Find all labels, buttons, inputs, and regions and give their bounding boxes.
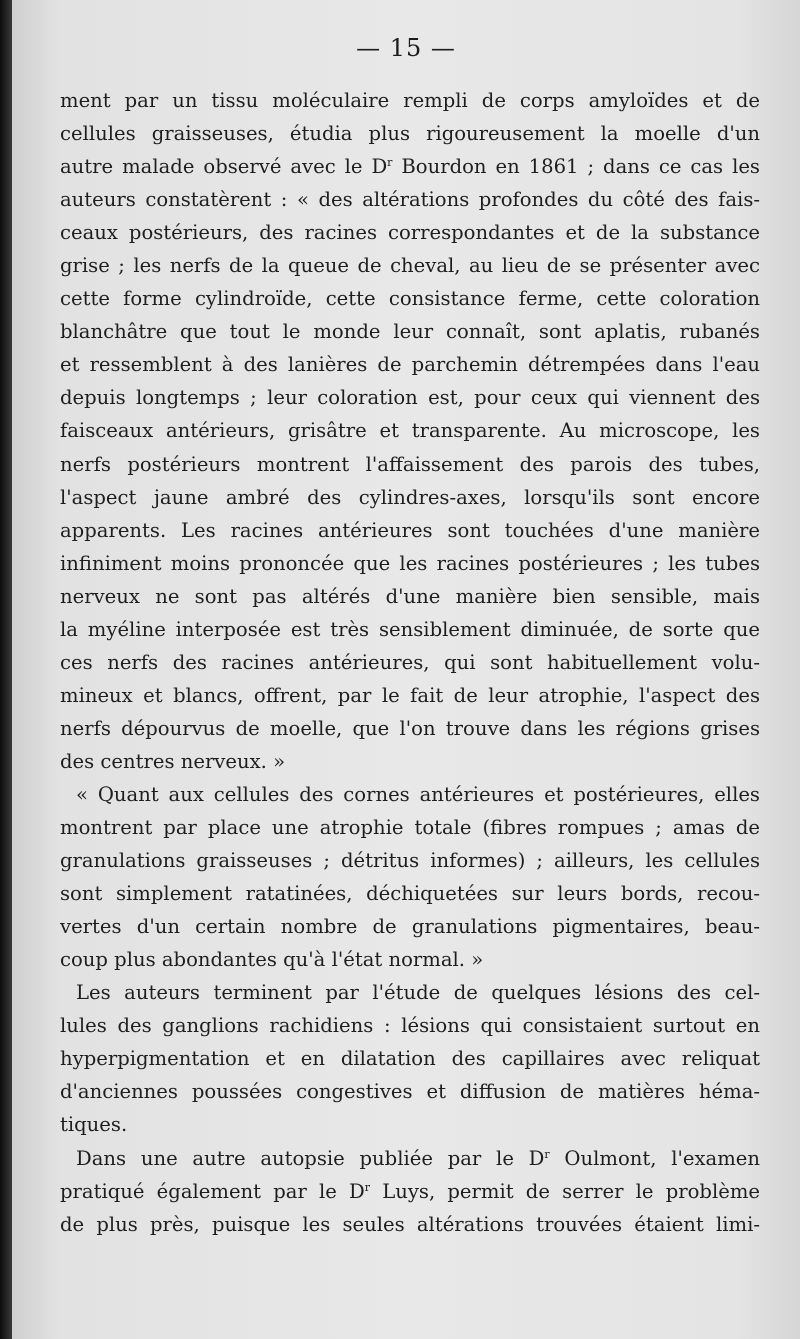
text-segment: Oulmont, l'examen bbox=[549, 1146, 760, 1170]
text-line: ment par un tissu moléculaire rempli de corps amyloïdes et de bbox=[60, 89, 760, 112]
text-segment: Dans une autre autopsie publiée par le D bbox=[76, 1146, 545, 1170]
text-line: Les auteurs terminent par l'étude de quelques lésions des cel- bbox=[76, 981, 760, 1005]
superscript: r bbox=[387, 156, 393, 170]
text-line: nerfs postérieurs montrent l'affaissement des parois des tubes, bbox=[60, 452, 760, 476]
superscript: r bbox=[364, 1180, 371, 1194]
text-line: granulations graisseuses ; détritus informes) ; ailleurs, les cellules bbox=[60, 849, 760, 873]
body-text bbox=[60, 84, 760, 1241]
text-line bbox=[60, 1175, 760, 1208]
text-line: nerveux ne sont pas altérés d'une manière bien sensible, mais bbox=[60, 584, 760, 608]
text-line: depuis longtemps ; leur coloration est, pour ceux qui viennent des bbox=[60, 386, 760, 410]
text-line: montrent par place une atrophie totale (fibres rompues ; amas de bbox=[60, 816, 760, 840]
text-line: l'aspect jaune ambré des cylindres-axes, lorsqu'ils sont encore bbox=[60, 485, 760, 509]
text-line: ces nerfs des racines antérieures, qui sont habituellement volu- bbox=[60, 650, 760, 674]
superscript: r bbox=[544, 1147, 550, 1161]
text-line: blanchâtre que tout le monde leur connaît, sont aplatis, rubanés bbox=[60, 320, 760, 344]
text-line: ceaux postérieurs, des racines correspondantes et de la substance bbox=[60, 221, 760, 245]
text-line: faisceaux antérieurs, grisâtre et transparente. Au microscope, les bbox=[60, 419, 760, 443]
text-line: la myéline interposée est très sensiblement diminuée, de sorte que bbox=[60, 617, 760, 641]
text-line: sont simplement ratatinées, déchiquetées sur leurs bords, recou- bbox=[60, 882, 760, 906]
text-line: et ressemblent à des lanières de parchemin détrempées dans l'eau bbox=[60, 353, 760, 377]
text-line: vertes d'un certain nombre de granulations pigmentaires, beau- bbox=[60, 915, 760, 939]
text-line: lules des ganglions rachidiens : lésions qui consistaient surtout en bbox=[60, 1014, 760, 1038]
text-line: cette forme cylindroïde, cette consistance ferme, cette coloration bbox=[60, 287, 760, 311]
text-line: hyperpigmentation et en dilatation des capillaires avec reliquat bbox=[60, 1047, 760, 1071]
text-line: cellules graisseuses, étudia plus rigoureusement la moelle d'un bbox=[60, 122, 760, 146]
text-segment: autre malade observé avec le D bbox=[60, 155, 388, 179]
text-line: infiniment moins prononcée que les racines postérieures ; les tubes bbox=[60, 551, 760, 575]
page-number: — 15 — bbox=[356, 34, 456, 62]
text-line: grise ; les nerfs de la queue de cheval, au lieu de se présenter avec bbox=[60, 254, 760, 278]
text-line: auteurs constatèrent : « des altérations profondes du côté des fais- bbox=[60, 188, 760, 212]
text-line: coup plus abondantes qu'à l'état normal. » bbox=[60, 948, 484, 972]
text-segment: pratiqué également par le D bbox=[60, 1179, 365, 1203]
text-line: nerfs dépourvus de moelle, que l'on trouve dans les régions grises bbox=[60, 716, 760, 740]
text-line bbox=[60, 1142, 760, 1175]
text-line: apparents. Les racines antérieures sont touchées d'une manière bbox=[60, 518, 760, 542]
text-line: de plus près, puisque les seules altérations trouvées étaient limi- bbox=[60, 1212, 760, 1236]
text-line: des centres nerveux. » bbox=[60, 749, 286, 773]
text-line: mineux et blancs, offrent, par le fait de leur atrophie, l'aspect des bbox=[60, 683, 760, 707]
text-segment: Luys, permit de serrer le problème bbox=[370, 1179, 760, 1203]
text-line bbox=[60, 150, 760, 183]
page-edge-shadow bbox=[0, 0, 12, 1339]
text-segment: Bourdon en 1861 ; dans ce cas les bbox=[392, 155, 760, 179]
text-line: tiques. bbox=[60, 1113, 128, 1137]
text-line: « Quant aux cellules des cornes antérieures et postérieures, elles bbox=[76, 782, 760, 806]
book-page bbox=[12, 0, 800, 1339]
text-line: d'anciennes poussées congestives et diffusion de matières héma- bbox=[60, 1080, 760, 1104]
